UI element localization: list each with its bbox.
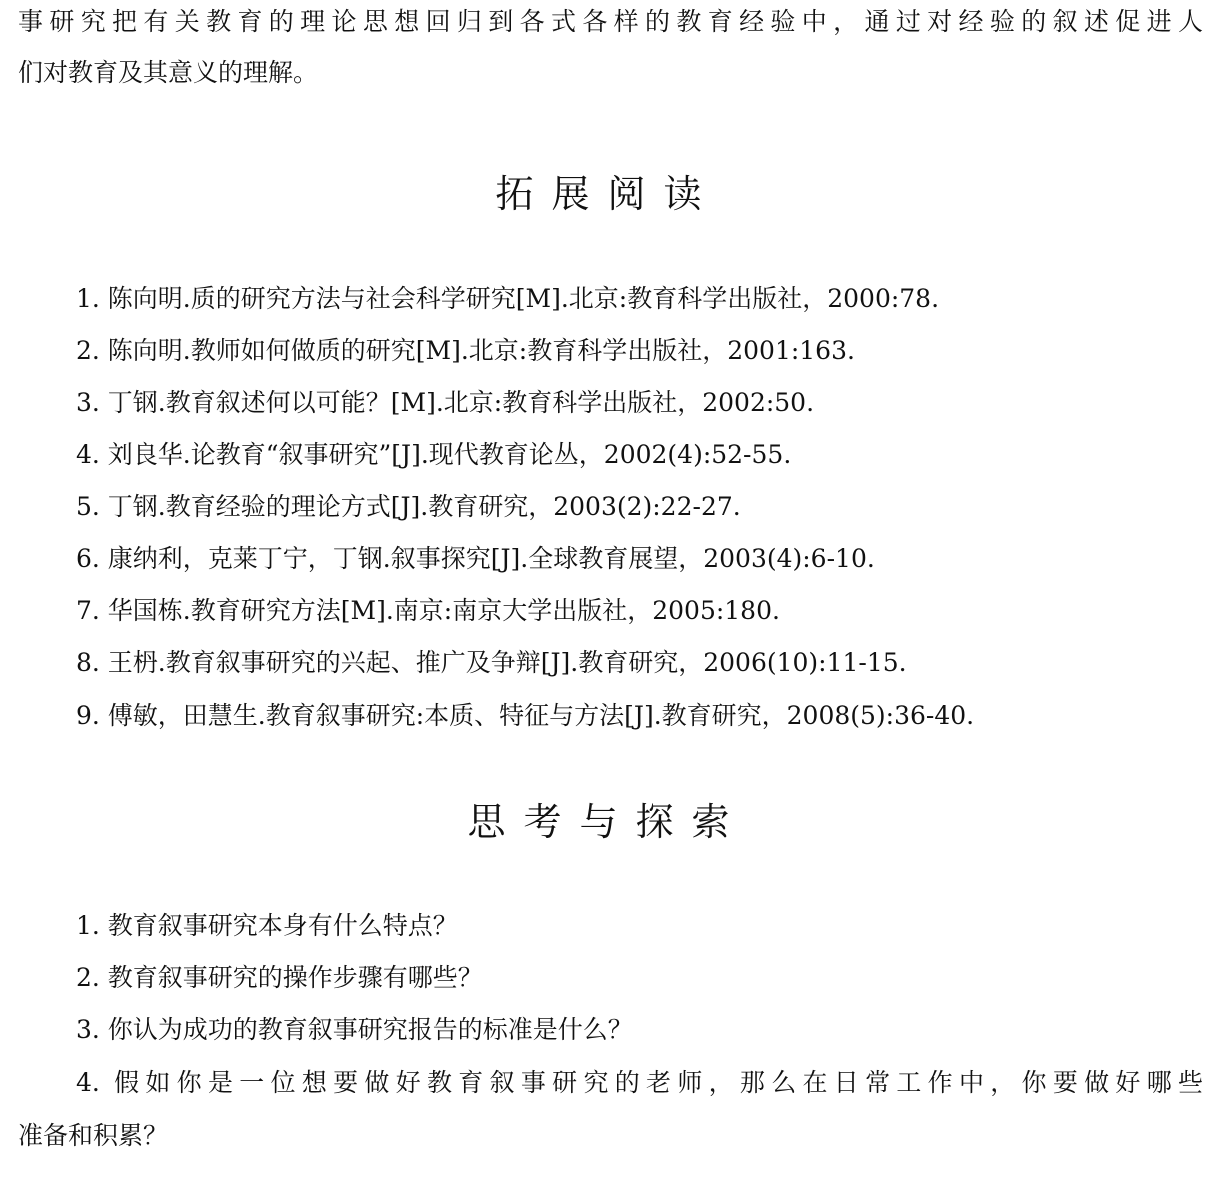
reference-item: 4. 刘良华.论教育“叙事研究”[J].现代教育论丛，2002(4):52-55. (76, 440, 792, 469)
intro-line: 们对教育及其意义的理解。 (18, 58, 319, 87)
further-reading-heading: 拓展阅读 (495, 172, 720, 216)
reference-item: 8. 王枬.教育叙事研究的兴起、推广及争辩[J].教育研究，2006(10):11-15. (76, 648, 907, 677)
reference-item: 5. 丁钢.教育经验的理论方式[J].教育研究，2003(2):22-27. (76, 492, 741, 521)
question-item: 1. 教育叙事研究本身有什么特点？ (76, 911, 458, 940)
reference-item: 6. 康纳利，克莱丁宁，丁钢.叙事探究[J].全球教育展望，2003(4):6-10. (76, 544, 875, 573)
reference-item: 1. 陈向明.质的研究方法与社会科学研究[M].北京:教育科学出版社，2000:78. (76, 284, 940, 313)
reference-item: 2. 陈向明.教师如何做质的研究[M].北京:教育科学出版社，2001:163. (76, 336, 855, 365)
reflection-heading: 思考与探索 (467, 800, 748, 844)
intro-line: 事研究把有关教育的理论思想回归到各式各样的教育经验中，通过对经验的叙述促进人 (18, 7, 1203, 36)
reference-item: 3. 丁钢.教育叙述何以可能？[M].北京:教育科学出版社，2002:50. (76, 388, 815, 417)
question-item-continuation: 准备和积累？ (18, 1121, 169, 1150)
question-item: 2. 教育叙事研究的操作步骤有哪些？ (76, 963, 483, 992)
question-item: 3. 你认为成功的教育叙事研究报告的标准是什么？ (76, 1015, 633, 1044)
reference-item: 9. 傅敏，田慧生.教育叙事研究:本质、特征与方法[J].教育研究，2008(5):36-40. (76, 701, 975, 730)
reference-item: 7. 华国栋.教育研究方法[M].南京:南京大学出版社，2005:180. (76, 596, 780, 625)
question-item: 4. 假如你是一位想要做好教育叙事研究的老师，那么在日常工作中，你要做好哪些 (76, 1068, 1203, 1097)
